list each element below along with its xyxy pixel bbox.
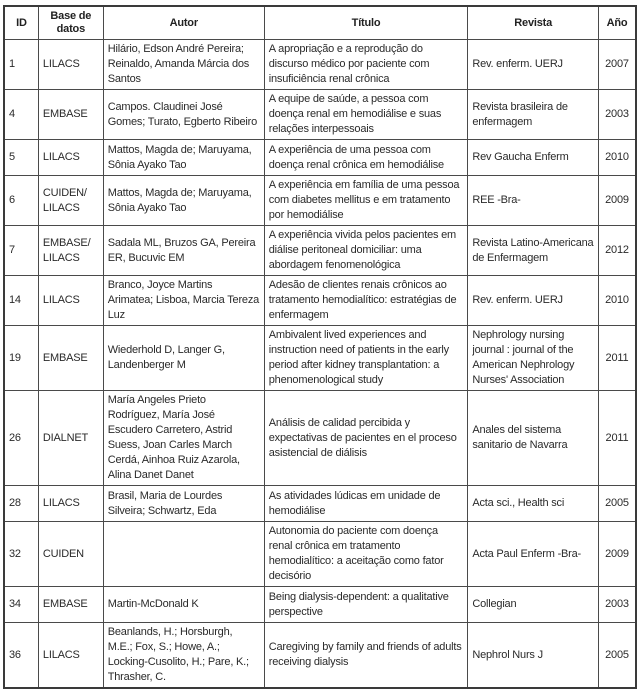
cell-year: 2007 xyxy=(598,40,636,90)
cell-title: Análisis de calidad percibida y expectativas de pacientes en el proceso asistencial de diálisis xyxy=(264,391,468,486)
header-row xyxy=(4,6,636,40)
header-journal: Revista xyxy=(468,6,599,40)
cell-author: Brasil, Maria de Lourdes Silveira; Schwartz, Eda xyxy=(103,486,264,522)
cell-journal: Collegian xyxy=(468,587,599,623)
table-row xyxy=(4,176,636,226)
cell-id: 4 xyxy=(4,90,38,140)
table-row xyxy=(4,226,636,276)
header-id: ID xyxy=(4,6,38,40)
cell-year: 2011 xyxy=(598,326,636,391)
header-database: Base de datos xyxy=(38,6,103,40)
cell-title: A experiência em família de uma pessoa com diabetes mellitus e em tratamento por hemodiálise xyxy=(264,176,468,226)
cell-journal: Nephrol Nurs J xyxy=(468,623,599,689)
cell-author: Martin-McDonald K xyxy=(103,587,264,623)
cell-database: CUIDEN xyxy=(38,522,103,587)
cell-author xyxy=(103,522,264,587)
cell-id: 36 xyxy=(4,623,38,689)
table-row xyxy=(4,276,636,326)
cell-database: LILACS xyxy=(38,623,103,689)
cell-id: 26 xyxy=(4,391,38,486)
table-row xyxy=(4,587,636,623)
cell-journal: Acta sci., Health sci xyxy=(468,486,599,522)
cell-database: LILACS xyxy=(38,140,103,176)
cell-author: Mattos, Magda de; Maruyama, Sônia Ayako Tao xyxy=(103,176,264,226)
table-row xyxy=(4,522,636,587)
cell-database: LILACS xyxy=(38,276,103,326)
cell-database: LILACS xyxy=(38,486,103,522)
cell-journal: Rev. enferm. UERJ xyxy=(468,40,599,90)
cell-year: 2009 xyxy=(598,176,636,226)
cell-journal: Anales del sistema sanitario de Navarra xyxy=(468,391,599,486)
cell-id: 28 xyxy=(4,486,38,522)
table-row xyxy=(4,391,636,486)
cell-year: 2012 xyxy=(598,226,636,276)
cell-title: Ambivalent lived experiences and instruction need of patients in the early period after kidney transplantation: a phenomenological study xyxy=(264,326,468,391)
cell-author: Campos. Claudinei José Gomes; Turato, Egberto Ribeiro xyxy=(103,90,264,140)
cell-database: EMBASE xyxy=(38,587,103,623)
cell-year: 2003 xyxy=(598,90,636,140)
table-row xyxy=(4,40,636,90)
cell-title: As atividades lúdicas em unidade de hemodiálise xyxy=(264,486,468,522)
cell-database: EMBASE/ LILACS xyxy=(38,226,103,276)
cell-id: 34 xyxy=(4,587,38,623)
cell-year: 2003 xyxy=(598,587,636,623)
cell-year: 2009 xyxy=(598,522,636,587)
cell-year: 2005 xyxy=(598,623,636,689)
header-author: Autor xyxy=(103,6,264,40)
studies-table xyxy=(3,5,637,689)
cell-id: 19 xyxy=(4,326,38,391)
cell-author: Branco, Joyce Martins Arimatea; Lisboa, Marcia Tereza Luz xyxy=(103,276,264,326)
header-year: Año xyxy=(598,6,636,40)
cell-title: A equipe de saúde, a pessoa com doença renal em hemodiálise e suas relações interpessoais xyxy=(264,90,468,140)
cell-id: 14 xyxy=(4,276,38,326)
cell-author: Sadala ML, Bruzos GA, Pereira ER, Bucuvic EM xyxy=(103,226,264,276)
cell-journal: Rev Gaucha Enferm xyxy=(468,140,599,176)
cell-author: Wiederhold D, Langer G, Landenberger M xyxy=(103,326,264,391)
header-title: Título xyxy=(264,6,468,40)
table-wrapper xyxy=(3,5,637,689)
table-row xyxy=(4,623,636,689)
cell-year: 2005 xyxy=(598,486,636,522)
cell-database: EMBASE xyxy=(38,90,103,140)
cell-journal: Rev. enferm. UERJ xyxy=(468,276,599,326)
cell-id: 32 xyxy=(4,522,38,587)
cell-title: A experiência de uma pessoa com doença renal crônica em hemodiálise xyxy=(264,140,468,176)
table-row xyxy=(4,140,636,176)
cell-title: Caregiving by family and friends of adults receiving dialysis xyxy=(264,623,468,689)
cell-database: CUIDEN/ LILACS xyxy=(38,176,103,226)
cell-id: 1 xyxy=(4,40,38,90)
cell-title: Adesão de clientes renais crônicos ao tratamento hemodialítico: estratégias de enfermagem xyxy=(264,276,468,326)
cell-database: DIALNET xyxy=(38,391,103,486)
cell-database: LILACS xyxy=(38,40,103,90)
table-row xyxy=(4,486,636,522)
cell-database: EMBASE xyxy=(38,326,103,391)
cell-year: 2010 xyxy=(598,276,636,326)
cell-author: Beanlands, H.; Horsburgh, M.E.; Fox, S.; Howe, A.; Locking-Cusolito, H.; Pare, K.; Thrasher, C. xyxy=(103,623,264,689)
cell-author: Mattos, Magda de; Maruyama, Sônia Ayako Tao xyxy=(103,140,264,176)
cell-id: 6 xyxy=(4,176,38,226)
cell-title: Autonomia do paciente com doença renal crônica em tratamento hemodialítico: a aceitação como fator decisório xyxy=(264,522,468,587)
cell-id: 5 xyxy=(4,140,38,176)
cell-year: 2010 xyxy=(598,140,636,176)
table-row xyxy=(4,326,636,391)
cell-journal: REE -Bra- xyxy=(468,176,599,226)
cell-journal: Nephrology nursing journal : journal of the American Nephrology Nurses' Association xyxy=(468,326,599,391)
cell-journal: Acta Paul Enferm -Bra- xyxy=(468,522,599,587)
cell-id: 7 xyxy=(4,226,38,276)
cell-year: 2011 xyxy=(598,391,636,486)
cell-author: Hilário, Edson André Pereira; Reinaldo, Amanda Márcia dos Santos xyxy=(103,40,264,90)
cell-journal: Revista Latino-Americana de Enfermagem xyxy=(468,226,599,276)
cell-title: A experiência vivida pelos pacientes em diálise peritoneal domiciliar: uma abordagem fenomenológica xyxy=(264,226,468,276)
cell-journal: Revista brasileira de enfermagem xyxy=(468,90,599,140)
cell-title: A apropriação e a reprodução do discurso médico por paciente com insuficiência renal crônica xyxy=(264,40,468,90)
cell-author: María Angeles Prieto Rodríguez, María José Escudero Carretero, Astrid Suess, Joan Carles March Cerdá, Ainhoa Ruiz Azarola, Alina Danet Danet xyxy=(103,391,264,486)
cell-title: Being dialysis-dependent: a qualitative perspective xyxy=(264,587,468,623)
table-row xyxy=(4,90,636,140)
